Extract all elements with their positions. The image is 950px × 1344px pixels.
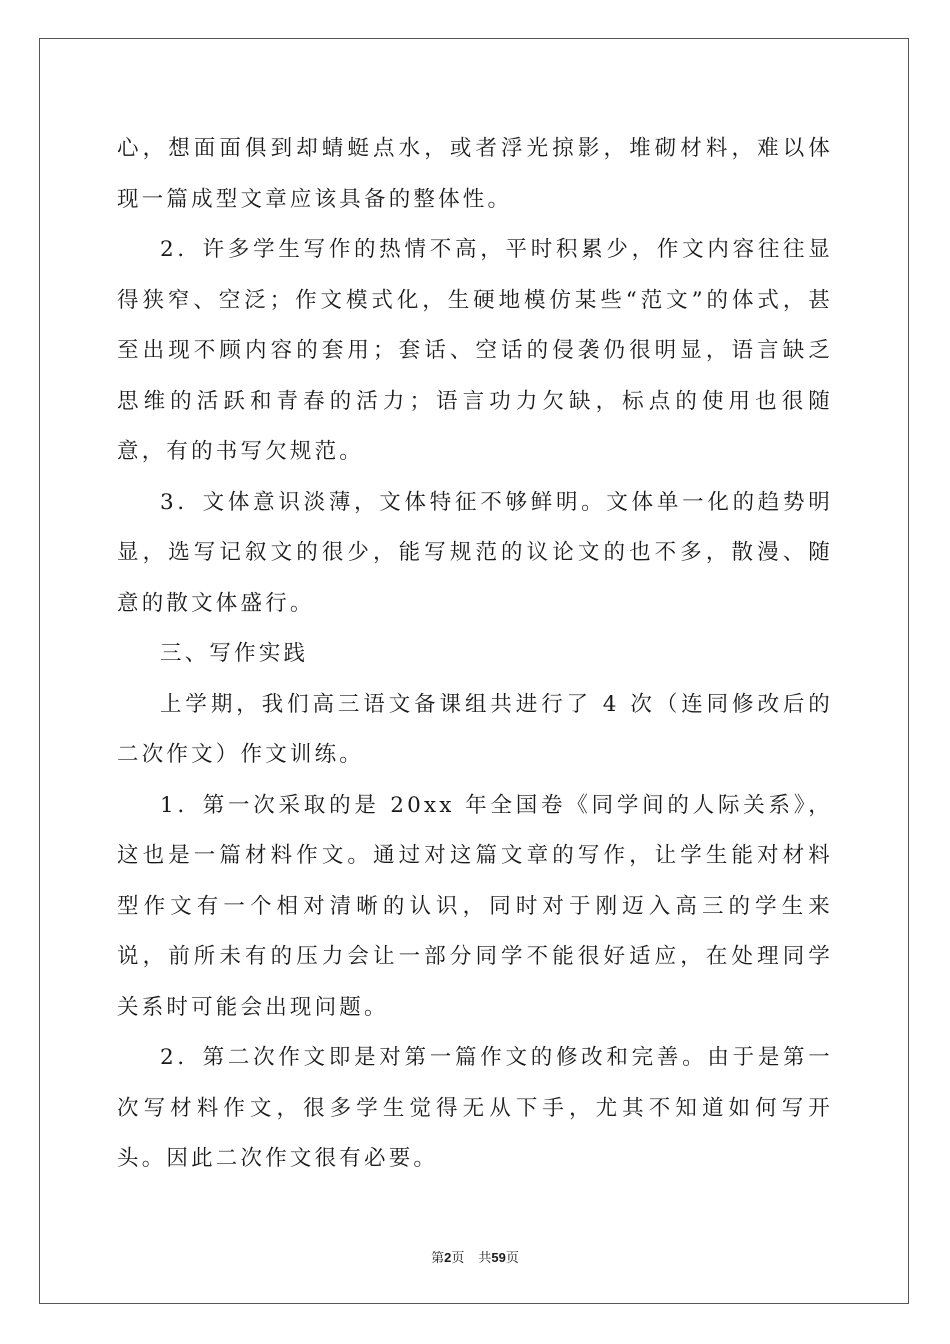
paragraph-intro: 上学期，我们高三语文备课组共进行了 4 次（连同修改后的二次作文）作文训练。 — [117, 691, 833, 767]
paragraph-practice-1: 1．第一次采取的是 20xx 年全国卷《同学间的人际关系》，这也是一篇材料作文。通过对这篇文章的写作，让学生能对材料型作文有一个相对清晰的认识，同时对于刚迈入高三的学生来说，前所未有的压力会让一部分同学不能很好适应，在处理同学关系时可能会出现问题。 — [117, 792, 833, 1020]
section-heading: 三、写作实践 — [160, 641, 309, 666]
document-body — [117, 124, 833, 1185]
total-suffix: 页 — [505, 1251, 519, 1266]
total-pages: 59 — [491, 1250, 506, 1265]
paragraph-practice-2: 2．第二次作文即是对第一篇作文的修改和完善。由于是第一次写材料作文，很多学生觉得无从下手，尤其不知道如何写开头。因此二次作文很有必要。 — [117, 1045, 833, 1171]
page-prefix: 第 — [431, 1251, 445, 1266]
paragraph-item-2: 2．许多学生写作的热情不高，平时积累少，作文内容往往显得狭窄、空泛；作文模式化，生硬地模仿某些“范文”的体式，甚至出现不顾内容的套用；套话、空话的侵袭仍很明显，语言缺乏思维的活跃和青春的活力；语言功力欠缺，标点的使用也很随意，有的书写欠规范。 — [117, 237, 833, 464]
paragraph-continuation: 心，想面面俱到却蜻蜓点水，或者浮光掠影，堆砌材料，难以体现一篇成型文章应该具备的整体性。 — [117, 136, 833, 212]
page-suffix: 页 — [451, 1251, 465, 1266]
paragraph-item-3: 3．文体意识淡薄，文体特征不够鲜明。文体单一化的趋势明显，选写记叙文的很少，能写规范的议论文的也不多，散漫、随意的散文体盛行。 — [117, 489, 833, 616]
page-footer — [0, 1247, 950, 1266]
page-number: 2 — [444, 1250, 452, 1265]
total-prefix: 共 — [478, 1251, 492, 1266]
